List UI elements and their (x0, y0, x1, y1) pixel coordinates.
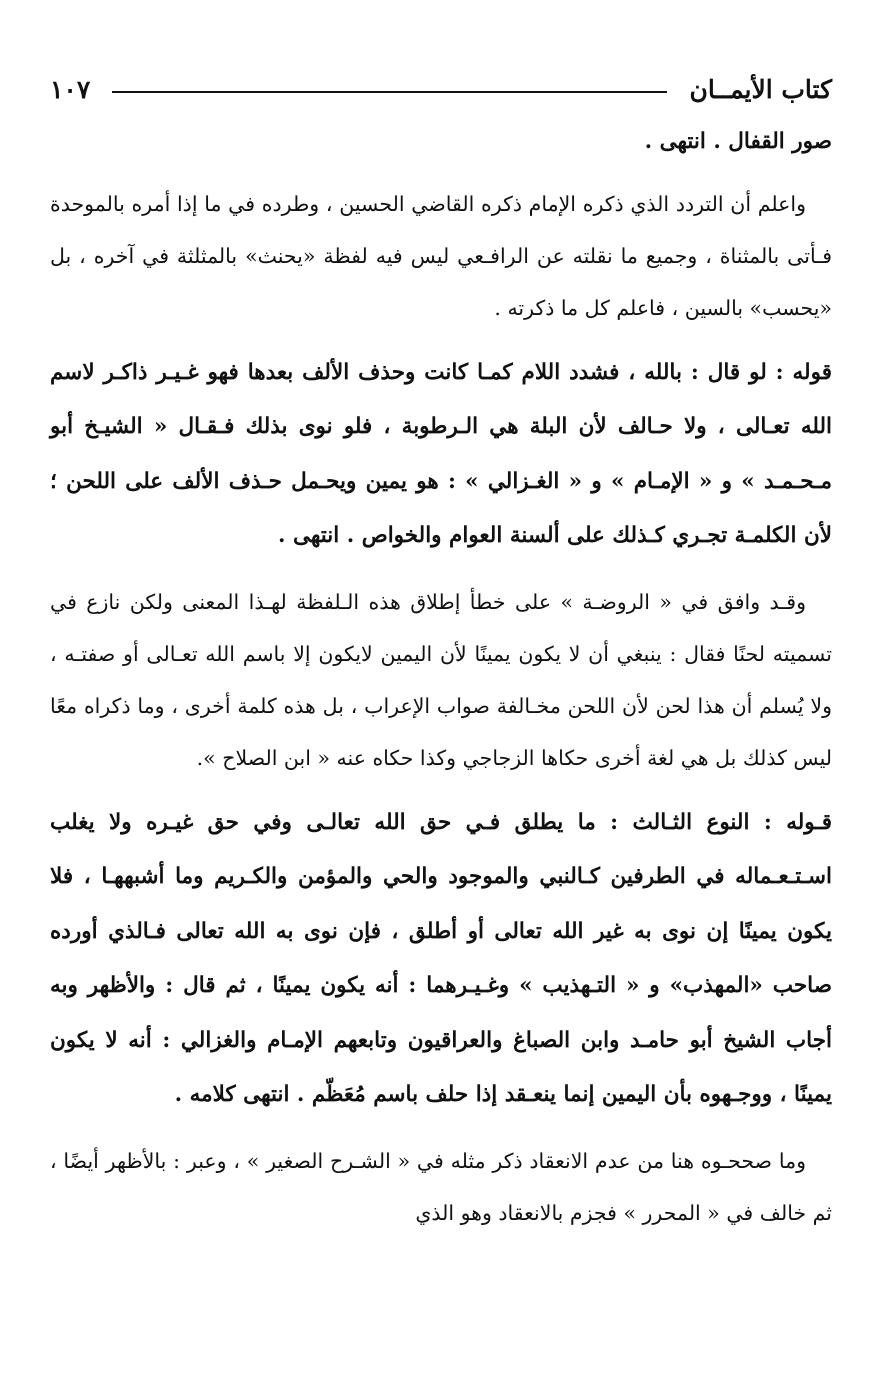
running-header (50, 66, 832, 112)
page-number: ١٠٧ (50, 74, 91, 104)
paragraph-commentary: وقـد وافق في « الروضـة » على خطأ إطلاق هذه الـلفظة لهـذا المعنى ولكن نازع في تسميته لحنًا فقال : ينبغي أن لا يكون يمينًا لأن اليمين لايكون إلا باسم الله تعـالى أو صفتـه ، ولا يُسلم أن هذا لحن لأن اللحن مخـالفة صواب الإعراب ، بل هذه كلمة أخرى ، وما ذكراه معًا ليس كذلك بل هي لغة أخرى حكاها الزجاجي وكذا حكاه عنه « ابن الصلاح ». (50, 589, 832, 770)
paragraph-note: واعلم أن التردد الذي ذكره الإمام ذكره القاضي الحسين ، وطرده في ما إذا أمره بالموحدة فـأتى بالمثناة ، وجميع ما نقلته عن الرافـعي ليس فيه لفظة «يحنث» بالمثلثة في آخره ، بل «يحسب» بالسين ، فاعلم كل ما ذكرته . (50, 191, 832, 320)
paragraph-continuation: صور القفال . انتهى . (644, 129, 832, 154)
paragraph-quote: قوله : لو قال : بالله ، فشدد اللام كمـا كانت وحذف الألف بعدها فهو غـيـر ذاكـر لاسم الله تعـالى ، ولا حـالف لأن البلة هي الـرطوبة ، فلو نوى بذلك فـقـال « الشيـخ أبو مـحـمـد » و « الإمـام » و « الغـزالي » : هو يمين ويحـمل حـذف الألف على اللحن ؛ لأن الكلمـة تجـري كـذلك على ألسنة العوام والخواص . انتهى . (50, 359, 832, 548)
header-rule (112, 91, 667, 93)
paragraph-quote: قـوله : النوع الثـالث : ما يطلق فـي حق الله تعالـى وفي حق غيـره ولا يغلب اسـتـعـماله في الطرفين كـالنبي والموجود والحي والمؤمن والكـريم وما أشبههـا ، فلا يكون يمينًا إن نوى به غير الله تعالى أو أطلق ، فإن نوى به الله تعالى فـالذي أورده صاحب «المهذب» و « التـهذيب » وغـيـرهما : أنه يكون يمينًا ، ثم قال : والأظهر وبه أجاب الشيخ أبو حامـد وابن الصباغ والعراقيون وتابعهم الإمـام والغزالي : أنه لا يكون يمينًا ، ووجـهوه بأن اليمين إنما ينعـقد إذا حلف باسم مُعَظّم . انتهى كلامه . (50, 809, 832, 1107)
paragraph-commentary: وما صححـوه هنا من عدم الانعقاد ذكر مثله في « الشـرح الصغير » ، وعبر : بالأظهر أيضًا ، ثم خالف في « المحرر » فجزم بالانعقاد وهو الذي (50, 1148, 832, 1225)
running-title: كتاب الأيمــان (689, 74, 832, 104)
book-page (50, 66, 832, 1239)
